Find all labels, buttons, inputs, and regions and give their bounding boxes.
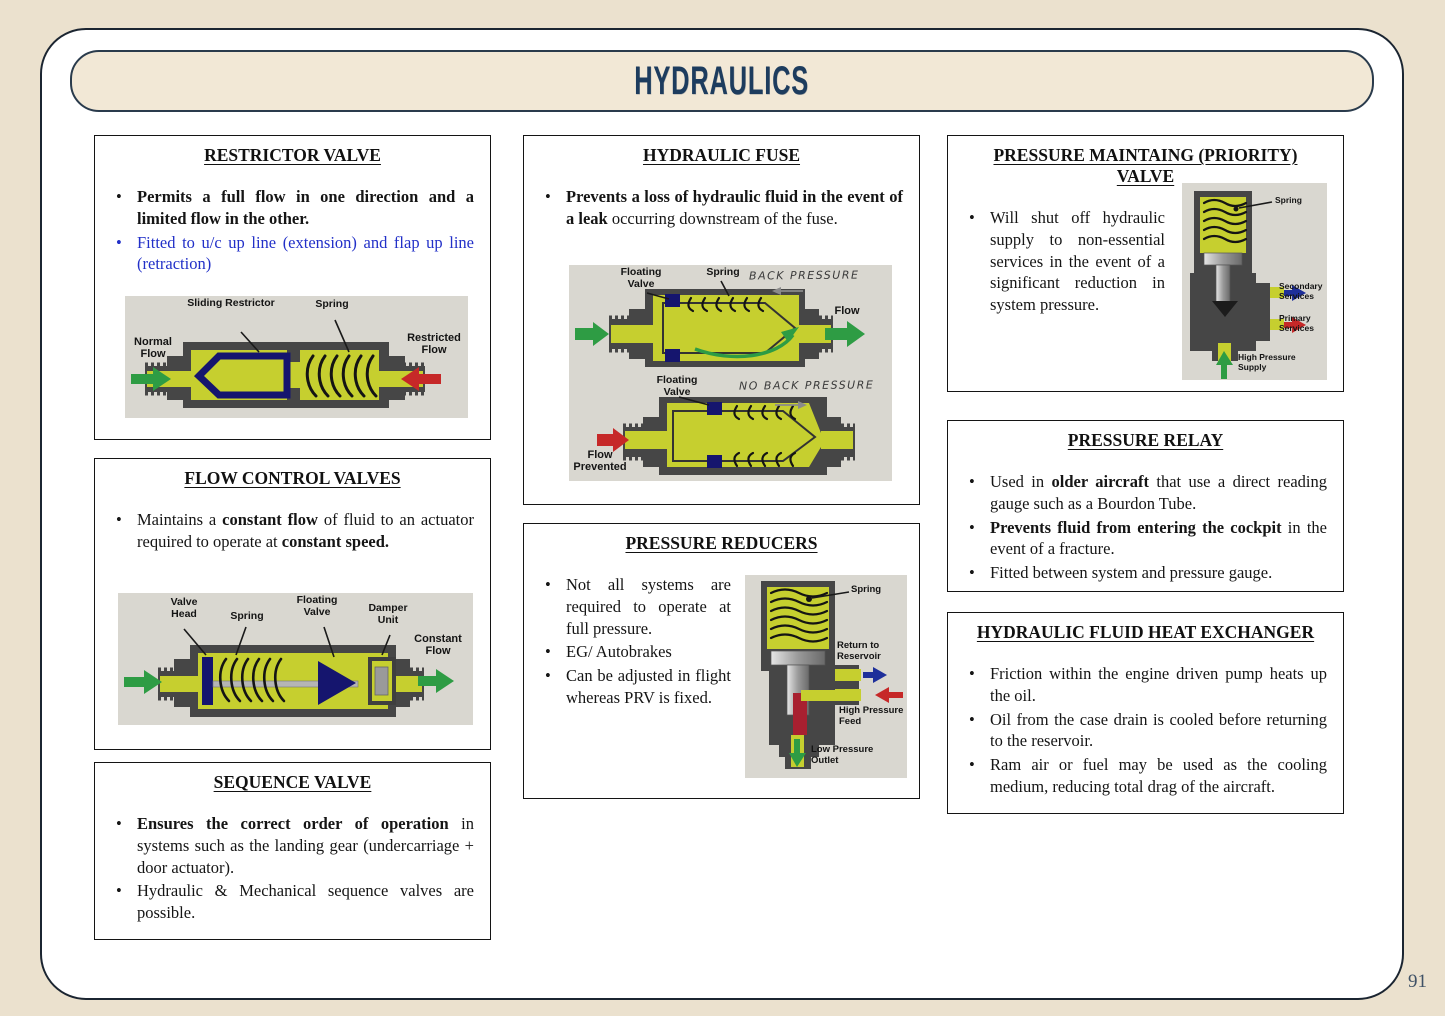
fuse-top-valve	[575, 281, 865, 367]
label-flow-prevented: Flow Prevented	[573, 449, 627, 474]
label-low-pressure-outlet: Low Pressure Outlet	[811, 744, 874, 766]
text-segment: Prevents fluid from entering the cockpit	[990, 517, 1282, 537]
text-segment: EG/ Autobrakes	[566, 642, 672, 662]
box-pressure-relay	[947, 420, 1344, 592]
page-title: HYDRAULICS	[634, 57, 810, 103]
bullet-item	[540, 665, 731, 709]
inlet-flow-arrow	[124, 670, 162, 694]
label-return-to-reservoir: Return to Reservoir	[837, 640, 881, 662]
feed-arrow	[875, 687, 903, 703]
text-segment: Used in	[990, 472, 1052, 491]
label-spring: Spring	[851, 584, 882, 595]
text-segment: older aircraft	[1051, 472, 1149, 491]
sequence-valve-bullets	[111, 813, 474, 924]
bullet-item	[111, 186, 474, 230]
page-number: 91	[1408, 971, 1427, 992]
sequence-valve-title: SEQUENCE VALVE	[213, 772, 372, 792]
text-segment: Friction within the engine driven pump heats up the oil.	[990, 664, 1327, 705]
priority-valve-bullets	[964, 207, 1165, 316]
cross-channel	[801, 690, 839, 701]
label-normal-flow: Normal Flow	[134, 336, 172, 361]
flow-control-valves-bullets	[111, 509, 474, 553]
label-spring: Spring	[1275, 195, 1302, 205]
label-floating-valve-top: Floating Valve	[620, 266, 662, 290]
text-segment: Hydraulic & Mechanical sequence valves are possible.	[137, 881, 474, 923]
bullet-item	[540, 186, 903, 230]
box-sequence-valve	[94, 762, 491, 940]
bullet-item	[964, 709, 1327, 753]
heat-exchanger-bullets	[964, 663, 1327, 798]
fuse-spool	[663, 303, 795, 353]
pressure-reducer-diagram	[745, 575, 907, 778]
flow-control-valves-title: FLOW CONTROL VALVES	[184, 468, 401, 488]
bullet-item	[540, 574, 731, 639]
bullet-item	[111, 509, 474, 553]
box-heat-exchanger	[947, 612, 1344, 814]
label-flow: Flow	[834, 305, 860, 317]
bullet-item	[964, 207, 1165, 316]
label-high-pressure-feed: High Pressure Feed	[839, 705, 904, 727]
label-sliding-restrictor: Sliding Restrictor	[187, 297, 275, 309]
label-secondary-services: Secondary Services	[1279, 281, 1323, 301]
text-segment: Ram air or fuel may be used as the cooling medium, reducing total drag of the aircraft.	[990, 755, 1327, 796]
bullet-item	[540, 641, 731, 663]
text-segment: Can be adjusted in flight whereas PRV is fixed.	[566, 666, 731, 707]
text-segment: occurring downstream of the fuse.	[607, 208, 838, 228]
page-sheet	[40, 28, 1404, 1000]
label-spring: Spring	[315, 298, 349, 310]
box-hydraulic-fuse	[523, 135, 920, 505]
restrictor-valve-diagram	[125, 296, 468, 418]
text-segment: that use a direct reading gauge such as a Bourdon Tube.	[990, 472, 1327, 513]
valve-head-shape	[202, 657, 213, 705]
hydraulic-fuse-diagram	[569, 265, 892, 481]
priority-valve-diagram	[1182, 183, 1327, 380]
bullet-item	[964, 754, 1327, 798]
text-segment: Ensures the correct order of operation	[137, 814, 449, 833]
label-floating-valve-bottom: Floating Valve	[656, 374, 698, 398]
text-segment: in the event of a fracture.	[990, 517, 1327, 559]
hydraulic-fuse-bullets	[540, 186, 903, 230]
label-restricted-flow: Restricted Flow	[407, 332, 461, 357]
fuse-bottom-valve	[597, 397, 855, 475]
box-flow-control-valves	[94, 458, 491, 750]
bullet-item	[964, 663, 1327, 707]
inlet-flow-arrow	[575, 322, 609, 346]
return-arrow	[863, 667, 887, 683]
feed-port	[835, 689, 861, 701]
text-segment: constant flow	[222, 510, 318, 529]
pressure-relay-bullets	[964, 471, 1327, 584]
flow-control-valve-diagram	[118, 593, 473, 725]
pressure-reducers-bullets	[540, 574, 731, 709]
priority-valve-title: PRESSURE MAINTAING (PRIORITY) VALVE	[993, 145, 1298, 186]
pressure-relay-title: PRESSURE RELAY	[1067, 430, 1224, 450]
restrictor-valve-bullets	[111, 186, 474, 275]
label-valve-head: Valve Head	[170, 596, 198, 620]
text-segment: Not all systems are required to operate at full pressure.	[566, 575, 731, 638]
label-primary-services: Primary Services	[1279, 313, 1314, 333]
pressure-reducers-title: PRESSURE REDUCERS	[625, 533, 818, 553]
hydraulic-fuse-title: HYDRAULIC FUSE	[642, 145, 801, 165]
bullet-item	[964, 471, 1327, 515]
text-segment: Oil from the case drain is cooled before returning to the reservoir.	[990, 709, 1327, 751]
text-segment: Prevents a loss of hydraulic fluid in the event of a leak	[566, 187, 903, 228]
bullet-item	[111, 813, 474, 878]
bullet-item	[111, 232, 474, 276]
title-banner	[70, 50, 1374, 112]
label-spring: Spring	[230, 610, 264, 622]
label-no-back-pressure: NO BACK PRESSURE	[738, 378, 875, 393]
restrictor-valve-title: RESTRICTOR VALVE	[204, 145, 381, 165]
heat-exchanger-title: HYDRAULIC FLUID HEAT EXCHANGER	[976, 622, 1315, 642]
piston-stem	[1216, 265, 1230, 303]
leader-dot	[1234, 207, 1239, 212]
return-port	[835, 669, 861, 681]
text-segment: of fluid to an actuator required to operate at	[137, 510, 474, 551]
text-segment: Permits a full flow in one direction and a limited flow in the other.	[137, 187, 474, 228]
bullet-item	[964, 517, 1327, 561]
label-floating-valve: Floating Valve	[296, 594, 338, 618]
label-back-pressure: BACK PRESSURE	[748, 268, 860, 283]
piston	[771, 651, 825, 665]
piston	[1204, 253, 1242, 265]
bullet-item	[964, 562, 1327, 584]
text-segment: Fitted between system and pressure gauge.	[990, 563, 1273, 583]
text-segment: in systems such as the landing gear (undercarriage + door actuator).	[137, 814, 475, 877]
text-segment: Will shut off hydraulic supply to non-essential services in the event of a significant reduction in system pressure.	[990, 208, 1165, 315]
damper-piston	[375, 667, 388, 695]
text-segment: Maintains a	[137, 510, 223, 529]
label-spring: Spring	[706, 266, 740, 278]
bullet-item	[111, 880, 474, 924]
box-priority-valve	[947, 135, 1344, 392]
label-high-pressure-supply: High Pressure Supply	[1238, 352, 1296, 372]
text-segment: constant speed.	[281, 531, 390, 551]
box-restrictor-valve	[94, 135, 491, 440]
label-damper-unit: Damper Unit	[368, 602, 408, 626]
text-segment: Fitted to u/c up line (extension) and flap up line (retraction)	[137, 232, 474, 274]
label-constant-flow: Constant Flow	[414, 633, 462, 658]
leader-dot	[806, 596, 812, 602]
box-pressure-reducers	[523, 523, 920, 799]
